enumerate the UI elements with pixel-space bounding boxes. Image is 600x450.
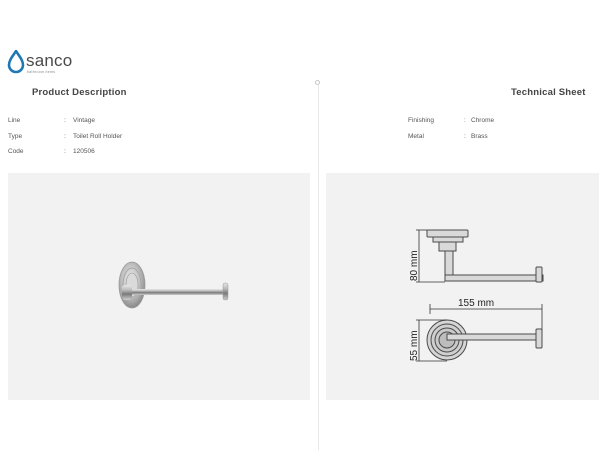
water-drop-icon <box>7 50 25 74</box>
spec-row-metal <box>408 133 588 145</box>
spec-row-line <box>8 117 258 129</box>
spec-separator: : <box>64 133 66 140</box>
technical-drawing <box>326 173 599 400</box>
divider-dot <box>315 80 320 85</box>
spec-value: Chrome <box>471 117 495 124</box>
toilet-roll-holder-photo <box>8 173 310 400</box>
spec-separator: : <box>64 148 66 155</box>
brand-name: sanco <box>26 51 73 70</box>
column-divider <box>318 85 319 450</box>
spec-label: Finishing <box>408 117 435 124</box>
spec-value: Brass <box>471 133 488 140</box>
brand-logo <box>7 50 87 76</box>
technical-drawing-panel <box>326 173 599 400</box>
width-dimension-label: 155 mm <box>458 298 495 309</box>
spec-label: Metal <box>408 133 424 140</box>
side-view <box>427 230 543 282</box>
spec-label: Type <box>8 133 23 140</box>
spec-value: Toilet Roll Holder <box>73 133 123 140</box>
spec-separator: : <box>464 117 466 124</box>
height-dimension-label: 80 mm <box>409 250 420 281</box>
spec-row-type <box>8 133 258 145</box>
top-view <box>427 320 542 360</box>
brand-tagline: bathroom items <box>27 70 56 74</box>
spec-separator: : <box>464 133 466 140</box>
spec-label: Line <box>8 117 21 124</box>
technical-sheet-heading: Technical Sheet <box>511 87 586 98</box>
spec-label: Code <box>8 148 24 155</box>
spec-row-code <box>8 148 258 160</box>
product-description-heading: Product Description <box>32 87 127 98</box>
spec-value: Vintage <box>73 117 95 124</box>
base-dimension-label: 55 mm <box>409 330 420 361</box>
spec-row-finishing <box>408 117 588 129</box>
product-photo-panel <box>8 173 310 400</box>
spec-separator: : <box>64 117 66 124</box>
spec-value: 120506 <box>73 148 95 155</box>
